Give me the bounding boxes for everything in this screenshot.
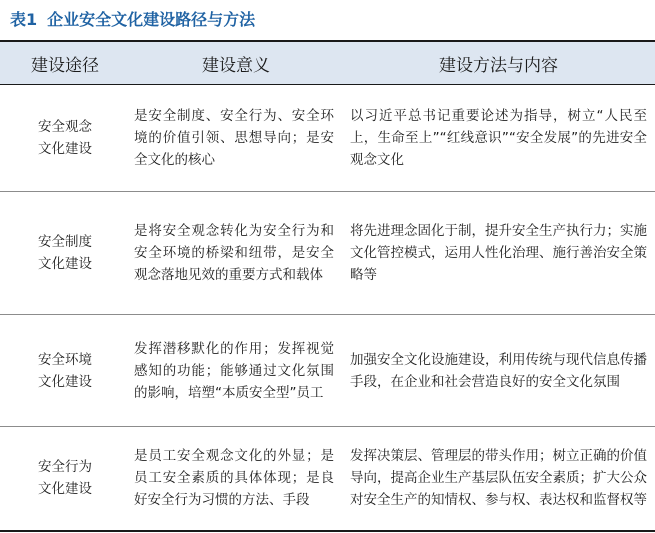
table-title: 企业安全文化建设路径与方法 — [47, 10, 256, 29]
column-header-method: 建设方法与内容 — [342, 41, 655, 85]
path-cell — [0, 315, 130, 427]
meaning-text: 是员工安全观念文化的外显；是员工安全素质的具体体现；是良好安全行为习惯的方法、手段 — [134, 448, 334, 509]
method-cell — [342, 85, 655, 192]
method-cell — [342, 427, 655, 531]
meaning-text: 是将安全观念转化为安全行为和安全环境的桥梁和纽带，是安全观念落地见效的重要方式和载体 — [134, 223, 334, 283]
path-cell — [0, 85, 130, 192]
path-label: 安全观念 — [38, 119, 92, 135]
meaning-text: 是安全制度、安全行为、安全环境的价值引领、思想导向；是安全文化的核心 — [134, 108, 334, 168]
column-header-meaning: 建设意义 — [130, 41, 342, 85]
path-label: 安全制度 — [38, 234, 92, 250]
meaning-cell — [130, 85, 342, 192]
path-label: 安全环境 — [38, 351, 92, 368]
header-row — [0, 41, 655, 85]
table-row — [0, 192, 655, 315]
table-row — [0, 85, 655, 192]
method-cell — [342, 192, 655, 315]
data-table — [0, 40, 655, 532]
meaning-cell — [130, 427, 342, 531]
meaning-cell — [130, 315, 342, 427]
path-label: 文化建设 — [38, 373, 92, 390]
meaning-cell — [130, 192, 342, 315]
path-cell — [0, 427, 130, 531]
table-container — [0, 40, 655, 532]
method-text: 将先进理念固化于制，提升安全生产执行力；实施文化管控模式，运用人性化治理、施行善治安全策略等 — [350, 223, 647, 283]
path-cell — [0, 192, 130, 315]
meaning-text: 发挥潜移默化的作用；发挥视觉感知的功能；能够通过文化氛围的影响，培塑“本质安全型”员工 — [134, 340, 334, 401]
path-label: 文化建设 — [38, 141, 92, 157]
method-text: 加强安全文化设施建设，利用传统与现代信息传播手段，在企业和社会营造良好的安全文化氛围 — [350, 351, 647, 390]
method-text: 发挥决策层、管理层的带头作用；树立正确的价值导向，提高企业生产基层队伍安全素质；扩大公众对安全生产的知情权、参与权、表达权和监督权等 — [350, 448, 647, 509]
table-caption — [10, 6, 255, 34]
method-cell — [342, 315, 655, 427]
path-label: 文化建设 — [38, 481, 92, 498]
path-label: 文化建设 — [38, 256, 92, 272]
column-header-path: 建设途径 — [0, 41, 130, 85]
table-row — [0, 315, 655, 427]
table-row — [0, 427, 655, 531]
path-label: 安全行为 — [38, 459, 92, 476]
table-number: 表1 — [10, 10, 38, 29]
method-text: 以习近平总书记重要论述为指导，树立“人民至上，生命至上”“红线意识”“安全发展”的先进安全观念文化 — [350, 108, 647, 168]
